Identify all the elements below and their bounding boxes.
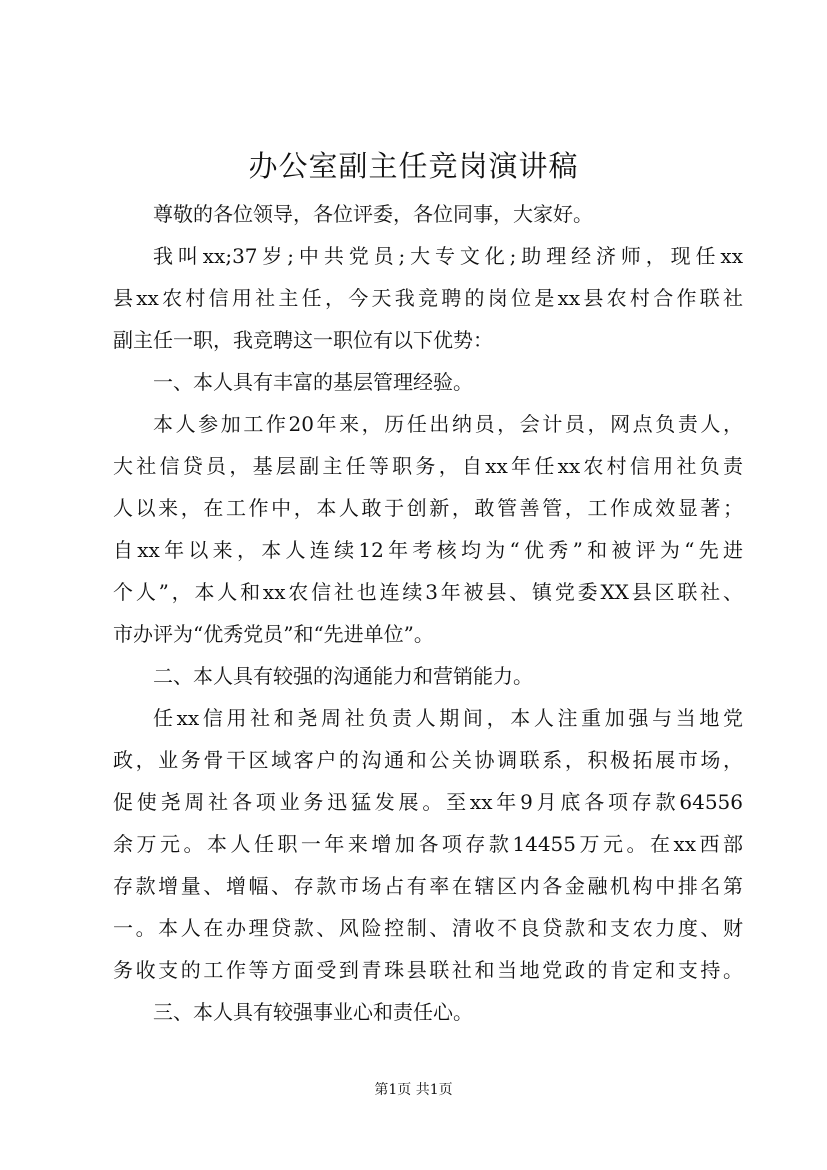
- section-heading: 三、本人具有较强事业心和责任心。: [153, 1000, 473, 1024]
- paragraph-line: 个人”，本人和xx农信社也连续3年被县、镇党委XX县区联社、: [113, 580, 743, 604]
- paragraph-line: 大社信贷员，基层副主任等职务，自xx年任xx农村信用社负责: [113, 454, 743, 478]
- page-footer: 第1页 共1页: [374, 1082, 453, 1098]
- paragraph-line: 人以来，在工作中，本人敢于创新，敢管善管，工作成效显著；: [113, 496, 743, 520]
- paragraph-line: 任xx信用社和尧周社负责人期间，本人注重加强与当地党: [153, 706, 743, 730]
- paragraph-line: 尊敬的各位领导，各位评委，各位同事，大家好。: [153, 202, 593, 226]
- document-title: 办公室副主任竞岗演讲稿: [248, 149, 579, 183]
- paragraph-line: 促使尧周社各项业务迅猛发展。至xx年9月底各项存款64556: [113, 790, 743, 814]
- paragraph-line: 余万元。本人任职一年来增加各项存款14455万元。在xx西部: [113, 832, 743, 856]
- paragraph-line: 政，业务骨干区域客户的沟通和公关协调联系，积极拓展市场，: [113, 748, 743, 772]
- paragraph-line: 自xx年以来，本人连续12年考核均为“优秀”和被评为“先进: [113, 538, 743, 562]
- section-heading: 一、本人具有丰富的基层管理经验。: [153, 370, 473, 394]
- paragraph-line: 存款增量、增幅、存款市场占有率在辖区内各金融机构中排名第: [113, 874, 743, 898]
- paragraph-line: 我叫xx;37岁;中共党员;大专文化;助理经济师，现任xx: [153, 244, 743, 268]
- paragraph-line: 务收支的工作等方面受到青珠县联社和当地党政的肯定和支持。: [113, 958, 743, 982]
- paragraph-line: 市办评为“优秀党员”和“先进单位”。: [113, 622, 434, 646]
- section-heading: 二、本人具有较强的沟通能力和营销能力。: [153, 664, 533, 688]
- paragraph-line: 县xx农村信用社主任，今天我竞聘的岗位是xx县农村合作联社: [113, 286, 743, 310]
- paragraph-line: 一。本人在办理贷款、风险控制、清收不良贷款和支农力度、财: [113, 916, 743, 940]
- paragraph-line: 本人参加工作20年来，历任出纳员，会计员，网点负责人，: [153, 412, 743, 436]
- paragraph-line: 副主任一职，我竞聘这一职位有以下优势：: [113, 328, 493, 352]
